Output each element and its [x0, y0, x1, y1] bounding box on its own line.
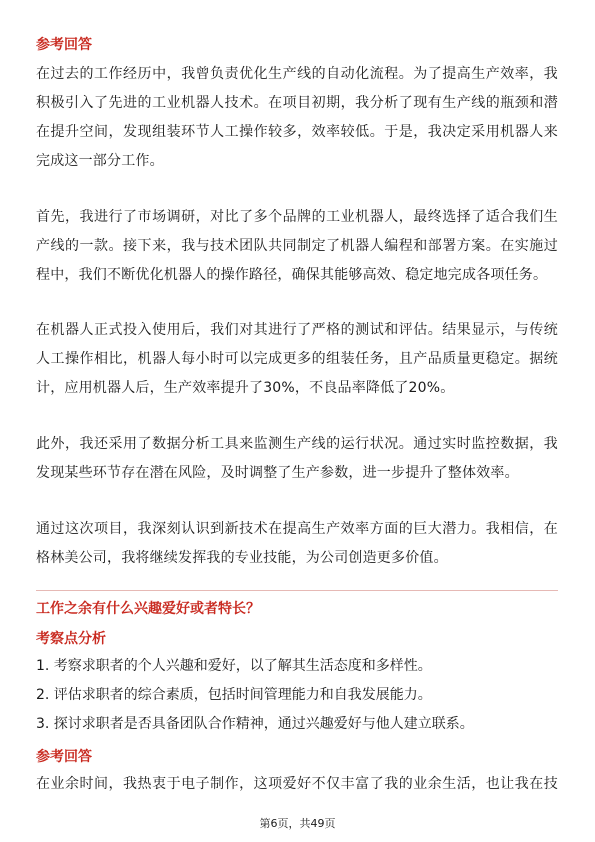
text-line: 人工操作相比，机器人每小时可以完成更多的组装任务，且产品质量更稳定。据统 — [36, 351, 558, 367]
answer-heading: 参考回答 — [36, 749, 92, 765]
text-line: 产线的一款。接下来，我与技术团队共同制定了机器人编程和部署方案。在实施过 — [36, 238, 558, 254]
answer-paragraph-4 — [36, 430, 558, 488]
text-line: 在业余时间，我热衷于电子制作，这项爱好不仅丰富了我的业余生活，也让我在技 — [36, 776, 558, 792]
text-line: 通过这次项目，我深刻认识到新技术在提高生产效率方面的巨大潜力。我相信，在 — [36, 521, 558, 537]
answer-paragraph-3 — [36, 316, 558, 403]
answer-paragraph-6 — [36, 770, 558, 799]
text-line: 此外，我还采用了数据分析工具来监测生产线的运行状况。通过实时监控数据，我 — [36, 436, 558, 452]
text-line: 程中，我们不断优化机器人的操作路径，确保其能够高效、稳定地完成各项任务。 — [36, 267, 548, 283]
text-line: 在机器人正式投入使用后，我们对其进行了严格的测试和评估。结果显示，与传统 — [36, 322, 558, 338]
page-number-footer: 第6页，共49页 — [259, 817, 336, 830]
text-line: 首先，我进行了市场调研，对比了多个品牌的工业机器人，最终选择了适合我们生 — [36, 209, 558, 225]
text-line: 完成这一部分工作。 — [36, 153, 164, 169]
analysis-item: 1. 考察求职者的个人兴趣和爱好，以了解其生活态度和多样性。 — [36, 658, 432, 674]
answer-heading: 参考回答 — [36, 37, 92, 53]
analysis-item: 3. 探讨求职者是否具备团队合作精神，通过兴趣爱好与他人建立联系。 — [36, 716, 474, 732]
text-line: 格林美公司，我将继续发挥我的专业技能，为公司创造更多价值。 — [36, 550, 448, 566]
text-line: 在过去的工作经历中，我曾负责优化生产线的自动化流程。为了提高生产效率，我 — [36, 66, 558, 82]
question-heading: 工作之余有什么兴趣爱好或者特长？ — [36, 601, 260, 617]
text-line: 在提升空间，发现组装环节人工操作较多，效率较低。于是，我决定采用机器人来 — [36, 124, 558, 140]
text-line: 发现某些环节存在潜在风险，及时调整了生产参数，进一步提升了整体效率。 — [36, 465, 519, 481]
answer-paragraph-5 — [36, 515, 558, 573]
answer-paragraph-1 — [36, 60, 558, 176]
section-divider — [36, 590, 558, 591]
analysis-heading: 考察点分析 — [36, 631, 106, 647]
analysis-item: 2. 评估求职者的综合素质，包括时间管理能力和自我发展能力。 — [36, 687, 432, 703]
text-line: 积极引入了先进的工业机器人技术。在项目初期，我分析了现有生产线的瓶颈和潜 — [36, 95, 558, 111]
answer-paragraph-2 — [36, 203, 558, 290]
text-line: 计，应用机器人后，生产效率提升了30%，不良品率降低了20%。 — [36, 380, 455, 396]
